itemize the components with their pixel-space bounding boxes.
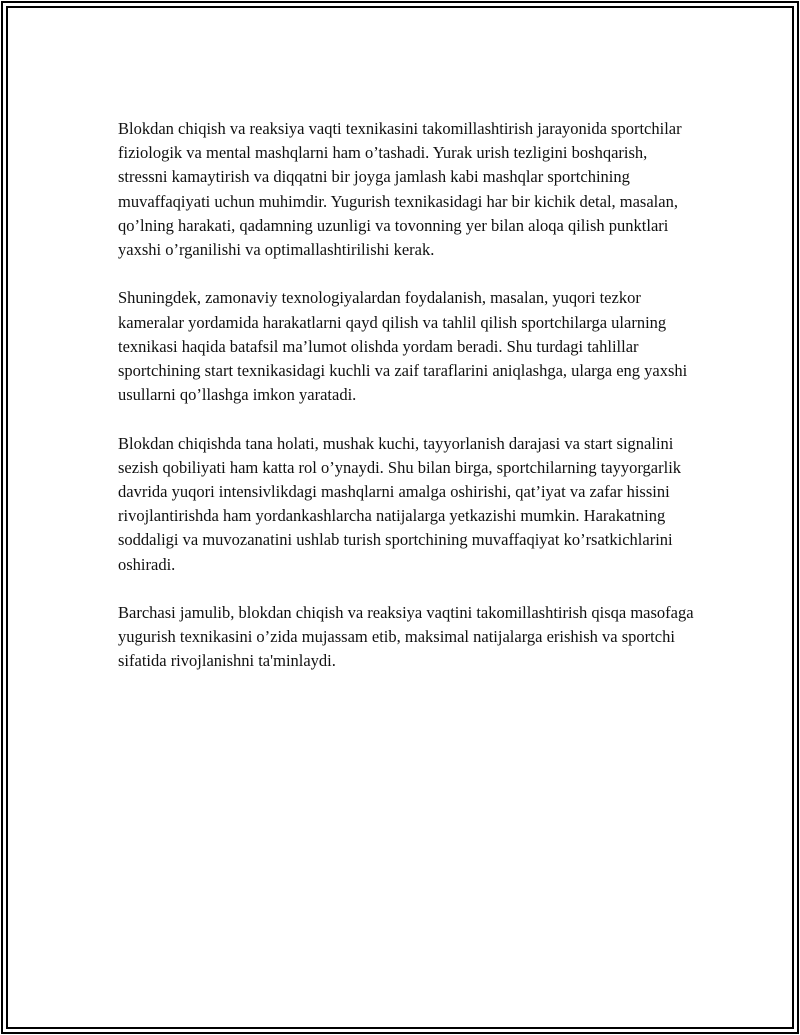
paragraph-3: Blokdan chiqishda tana holati, mushak kuchi, tayyorlanish darajasi va start signalini sezish qobiliyati ham katta rol o’ynaydi. Shu bilan birga, sportchilarning tayyorgarlik davrida yuqori intensivlikdagi mashqlarni amalga oshirishi, qat’iyat va zafar hissini rivojlantirishda ham yordankashlarcha natijalarga yetkazishi mumkin. Harakatning soddaligi va muvozanatini ushlab turish sportchining muvaffaqiyat ko’rsatkichlarini oshiradi.: [118, 433, 682, 574]
document-body: [118, 117, 698, 698]
paragraph-2: Shuningdek, zamonaviy texnologiyalardan foydalanish, masalan, yuqori tezkor kameralar yordamida harakatlarni qayd qilish va tahlil qilish sportchilarga ularning texnikasi haqida batafsil ma’lumot olishda yordam beradi. Shu turdagi tahlillar sportchining start texnikasidagi kuchli va zaif taraflarini aniqlashga, ularga eng yaxshi usullarni qo’llashga imkon yaratadi.: [118, 288, 688, 405]
paragraph-1: Blokdan chiqish va reaksiya vaqti texnikasini takomillashtirish jarayonida sportchilar fiziologik va mental mashqlarni ham o’tashadi. Yurak urish tezligini boshqarish, stressni kamaytirish va diqqatni bir joyga jamlash kabi mashqlar sportchining muvaffaqiyati uchun muhimdir. Yugurish texnikasidagi har bir kichik detal, masalan, qo’lning harakati, qadamning uzunligi va tovonning yer bilan aloqa qilish punktlari yaxshi o’rganilishi va optimallashtirilishi kerak.: [118, 119, 682, 260]
paragraph-4: Barchasi jamulib, blokdan chiqish va reaksiya vaqtini takomillashtirish qisqa masofaga yugurish texnikasini o’zida mujassam etib, maksimal natijalarga erishish va sportchi sifatida rivojlanishni ta'minlaydi.: [118, 603, 694, 671]
